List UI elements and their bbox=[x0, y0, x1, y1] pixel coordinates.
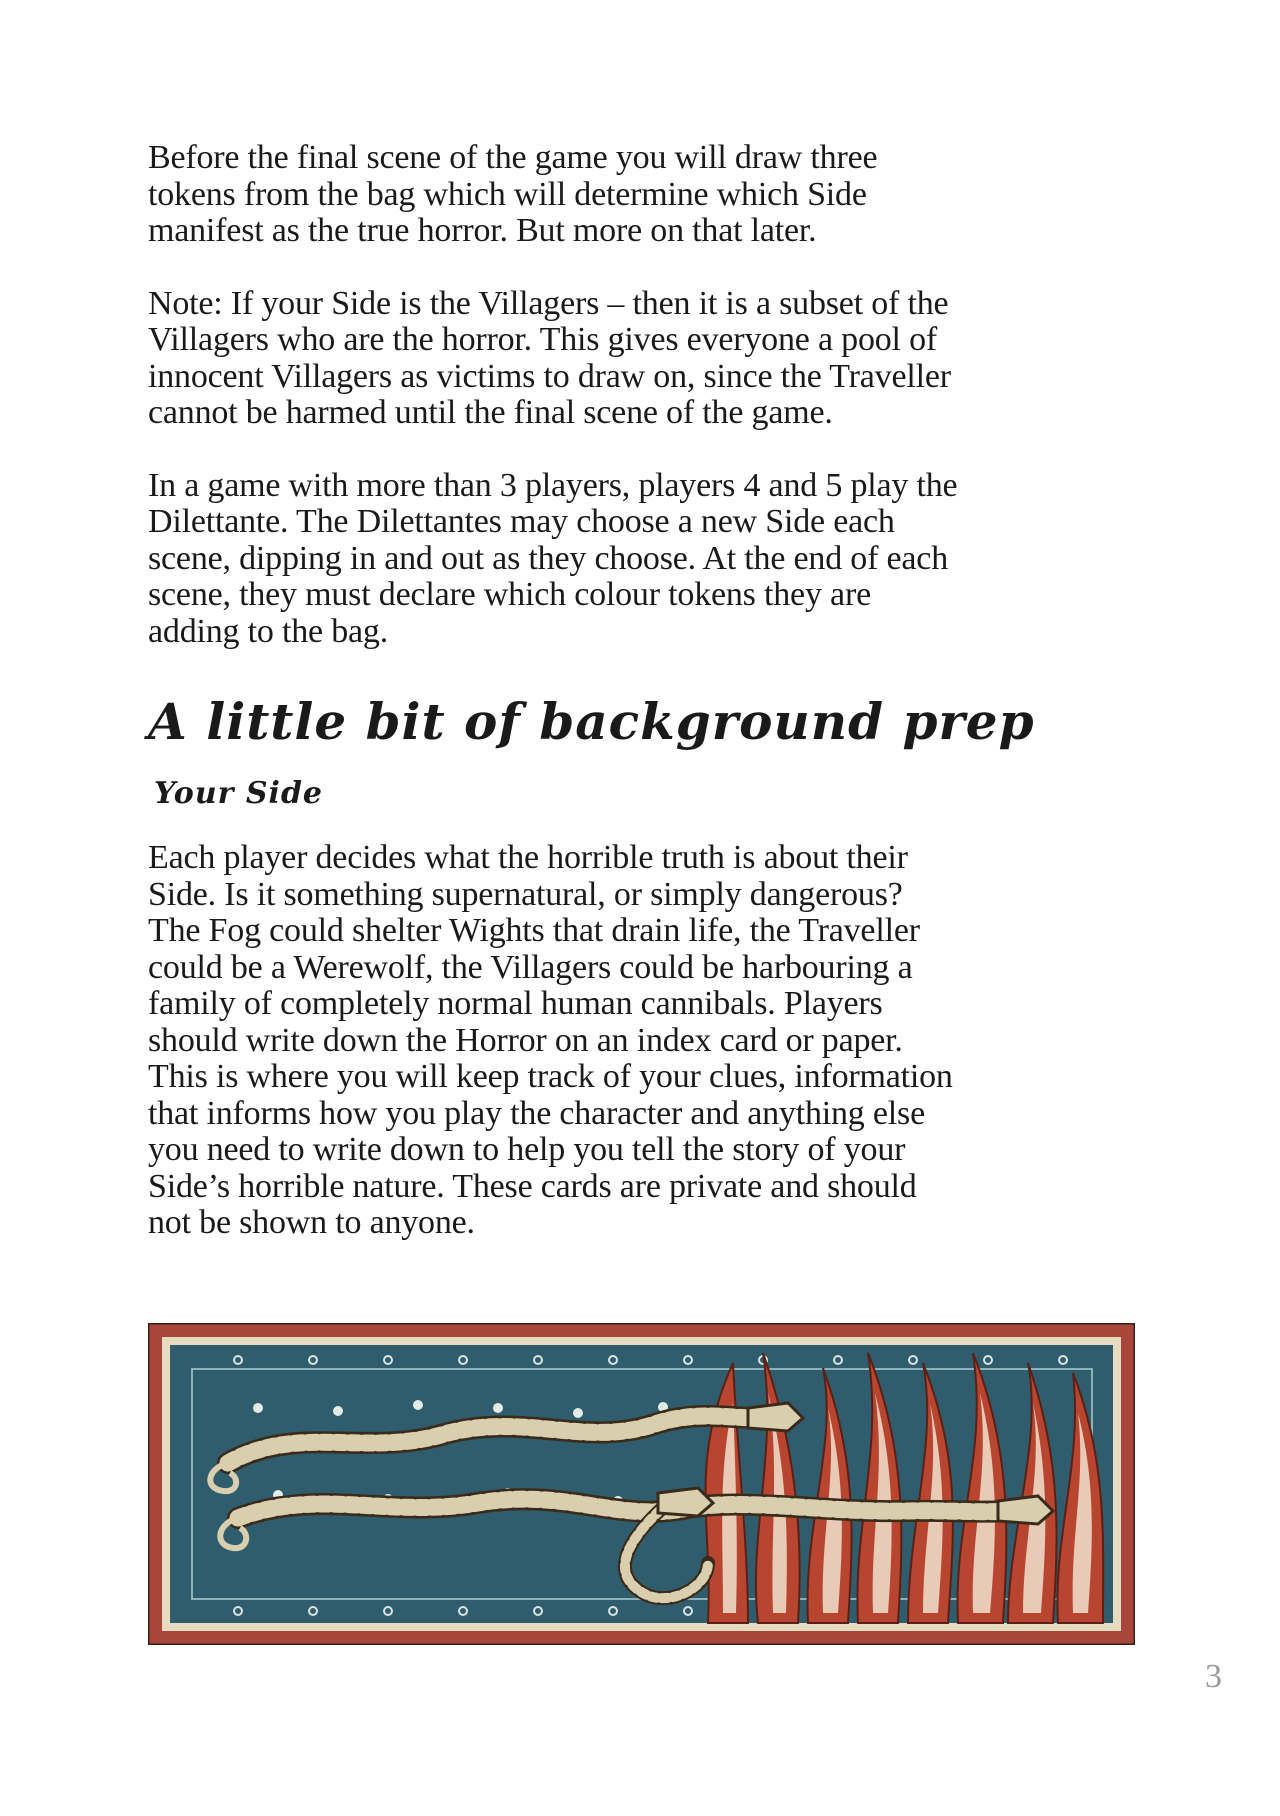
text-line: Dilettante. The Dilettantes may choose a new Side each bbox=[148, 503, 895, 540]
text-line: Villagers who are the horror. This gives everyone a pool of bbox=[148, 321, 938, 358]
section-subheading: Your Side bbox=[154, 776, 324, 811]
text-line: Note: If your Side is the Villagers – then it is a subset of the bbox=[148, 284, 949, 322]
text-line: you need to write down to help you tell the story of your bbox=[148, 1131, 906, 1168]
text-line: The Fog could shelter Wights that drain life, the Traveller bbox=[148, 912, 920, 949]
page-content bbox=[148, 140, 1138, 1278]
text-line: In a game with more than 3 players, players 4 and 5 play the bbox=[148, 466, 958, 504]
eels-in-flames-illustration bbox=[148, 1323, 1135, 1645]
text-line: manifest as the true horror. But more on that later. bbox=[148, 212, 817, 249]
text-line: Side’s horrible nature. These cards are private and should bbox=[148, 1167, 917, 1205]
text-line: could be a Werewolf, the Villagers could be harbouring a bbox=[148, 948, 913, 986]
text-line: that informs how you play the character and anything else bbox=[148, 1094, 925, 1132]
paragraph-your-side bbox=[148, 840, 1138, 1242]
paragraph-dilettante bbox=[148, 468, 1138, 651]
text-line: tokens from the bag which will determine which Side bbox=[148, 175, 867, 213]
text-line: Each player decides what the horrible truth is about their bbox=[148, 839, 908, 876]
text-line: scene, dipping in and out as they choose. At the end of each bbox=[148, 539, 948, 577]
text-line: not be shown to anyone. bbox=[148, 1204, 475, 1241]
paragraph-villagers-note bbox=[148, 286, 1138, 432]
paragraph-final-scene bbox=[148, 140, 1138, 250]
text-line: cannot be harmed until the final scene of the game. bbox=[148, 394, 833, 431]
text-line: innocent Villagers as victims to draw on, since the Traveller bbox=[148, 357, 951, 395]
text-line: This is where you will keep track of your clues, information bbox=[148, 1058, 953, 1095]
page-number: 3 bbox=[1205, 1658, 1222, 1695]
text-line: Side. Is it something supernatural, or simply dangerous? bbox=[148, 875, 903, 913]
text-line: family of completely normal human cannibals. Players bbox=[148, 985, 883, 1022]
text-line: should write down the Horror on an index card or paper. bbox=[148, 1021, 903, 1059]
text-line: Before the final scene of the game you will draw three bbox=[148, 139, 878, 176]
section-heading: A little bit of background prep bbox=[148, 692, 1035, 751]
text-line: adding to the bag. bbox=[148, 612, 389, 650]
text-line: scene, they must declare which colour tokens they are bbox=[148, 576, 871, 613]
